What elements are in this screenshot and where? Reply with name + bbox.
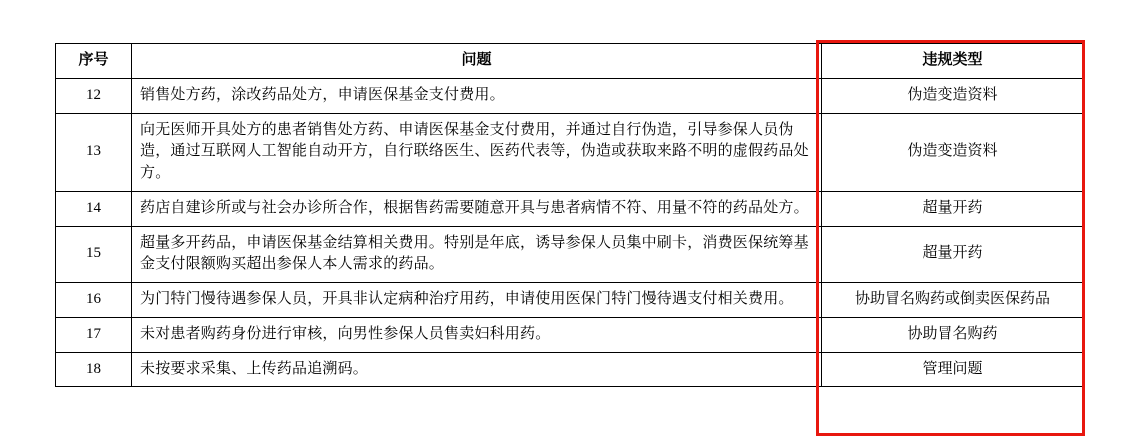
table-row: [56, 226, 1084, 283]
violation-table: [55, 43, 1084, 387]
table-row: [56, 352, 1084, 387]
cell-type: 协助冒名购药: [822, 317, 1084, 352]
cell-issue: 为门特门慢待遇参保人员，开具非认定病种治疗用药，申请使用医保门特门慢待遇支付相关费用。: [132, 283, 822, 318]
cell-type: 超量开药: [822, 191, 1084, 226]
cell-seq: 14: [56, 191, 132, 226]
cell-seq: 16: [56, 283, 132, 318]
table-body: [56, 78, 1084, 387]
column-header-issue: 问题: [132, 44, 822, 79]
table-row: [56, 191, 1084, 226]
cell-seq: 12: [56, 78, 132, 113]
column-header-type: 违规类型: [822, 44, 1084, 79]
cell-issue: 向无医师开具处方的患者销售处方药、申请医保基金支付费用，并通过自行伪造，引导参保人员伪造，通过互联网人工智能自动开方，自行联络医生、医药代表等，伪造或获取来路不明的虚假药品处方。: [132, 113, 822, 191]
cell-seq: 13: [56, 113, 132, 191]
cell-issue: 药店自建诊所或与社会办诊所合作，根据售药需要随意开具与患者病情不符、用量不符的药品处方。: [132, 191, 822, 226]
cell-type: 管理问题: [822, 352, 1084, 387]
table-header-row: [56, 44, 1084, 79]
table-row: [56, 113, 1084, 191]
cell-issue: 销售处方药，涂改药品处方，申请医保基金支付费用。: [132, 78, 822, 113]
cell-type: 伪造变造资料: [822, 78, 1084, 113]
cell-seq: 17: [56, 317, 132, 352]
cell-issue: 未对患者购药身份进行审核，向男性参保人员售卖妇科用药。: [132, 317, 822, 352]
cell-type: 超量开药: [822, 226, 1084, 283]
cell-type: 伪造变造资料: [822, 113, 1084, 191]
violation-table-container: [55, 43, 1083, 387]
cell-seq: 18: [56, 352, 132, 387]
cell-type: 协助冒名购药或倒卖医保药品: [822, 283, 1084, 318]
column-header-seq: 序号: [56, 44, 132, 79]
table-row: [56, 78, 1084, 113]
table-row: [56, 283, 1084, 318]
cell-seq: 15: [56, 226, 132, 283]
cell-issue: 超量多开药品，申请医保基金结算相关费用。特别是年底，诱导参保人员集中刷卡，消费医保统筹基金支付限额购买超出参保人本人需求的药品。: [132, 226, 822, 283]
cell-issue: 未按要求采集、上传药品追溯码。: [132, 352, 822, 387]
table-header: [56, 44, 1084, 79]
table-row: [56, 317, 1084, 352]
